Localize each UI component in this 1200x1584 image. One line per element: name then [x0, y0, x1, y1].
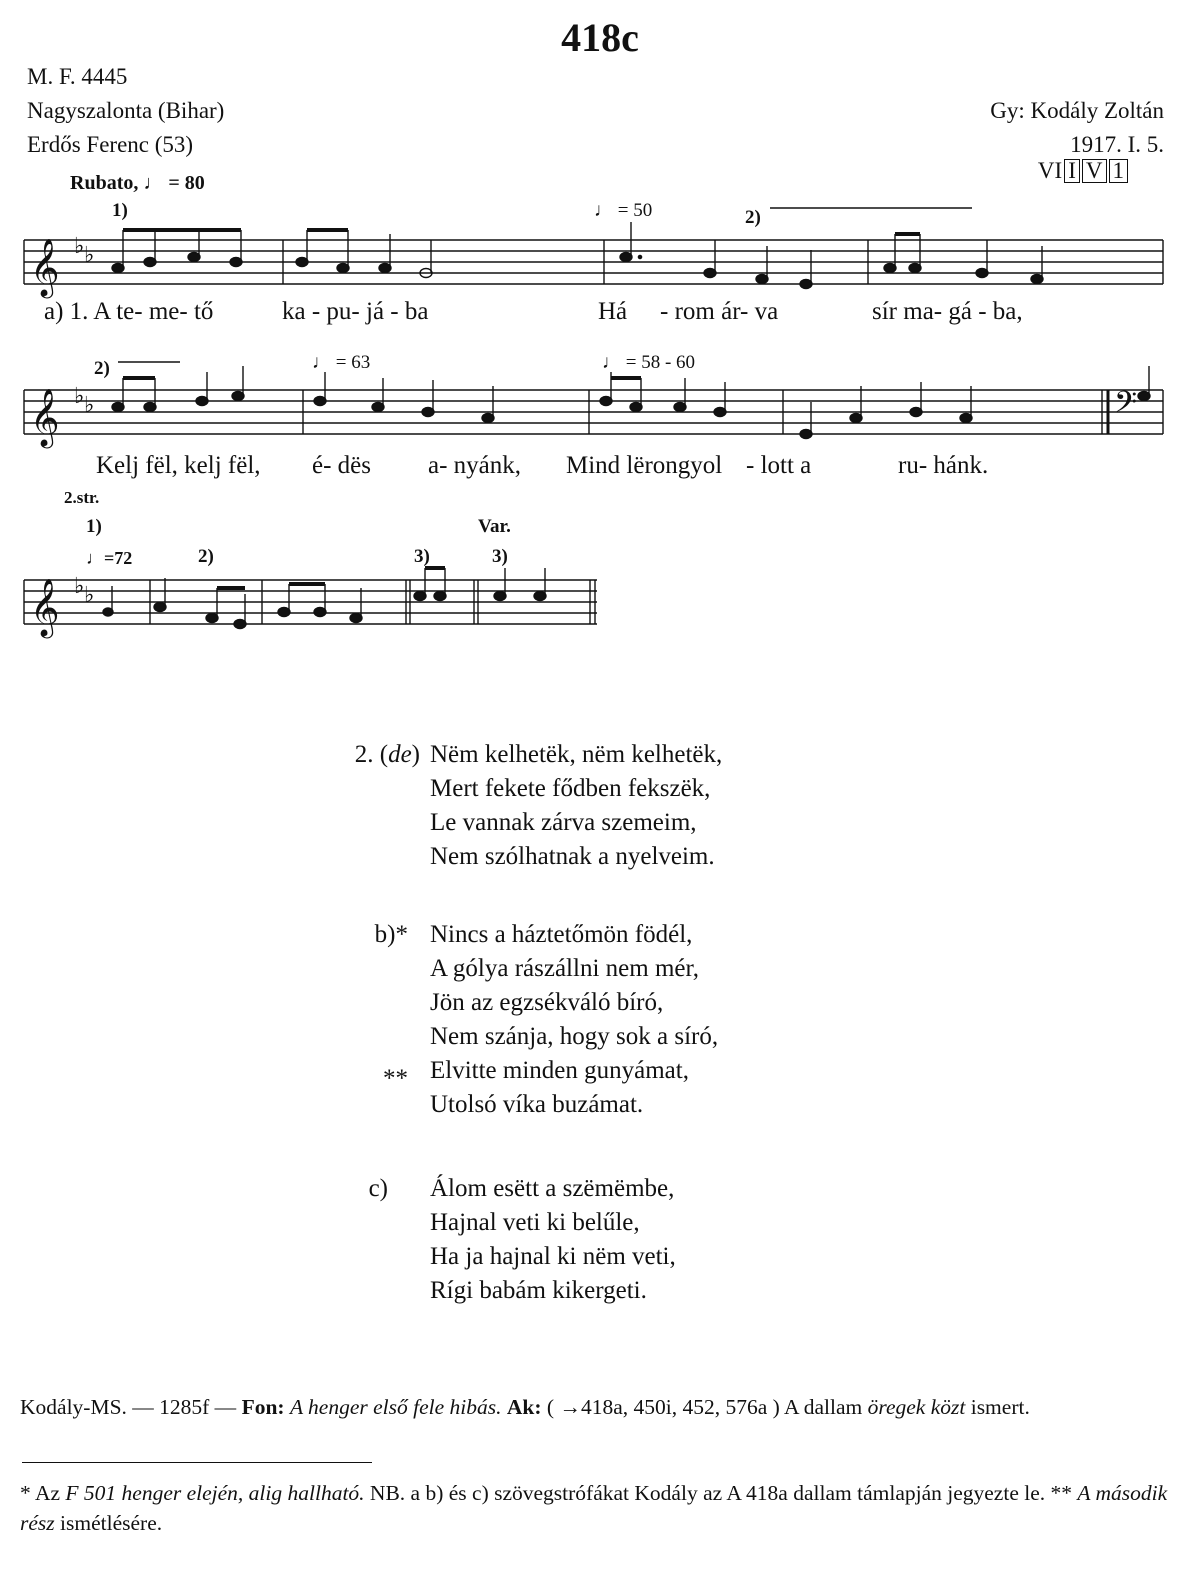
lyric-2-e: - lott a	[746, 452, 812, 479]
fn-star: * Az	[20, 1481, 61, 1505]
verse-b	[430, 918, 718, 1122]
staff-1	[24, 208, 1163, 284]
fon-text: A henger első fele hibás.	[289, 1395, 502, 1419]
flat-3a: ♭	[74, 574, 85, 599]
verse-c-line: Rígi babám kikergeti.	[430, 1277, 647, 1304]
verse-b-line: Nincs a háztetőmön födél,	[430, 921, 693, 948]
collector: Gy: Kodály Zoltán	[990, 98, 1164, 123]
tempo-58-60: ♩ = 58 - 60	[602, 352, 696, 373]
notes-staff-3	[103, 568, 546, 629]
verse-2-line: Nem szólhatnak a nyelveim.	[430, 843, 715, 870]
flat-2b: ♭	[84, 393, 95, 418]
verse-2-label-text: 2. (de)	[354, 741, 420, 768]
lyric-2-a: Kelj fël, kelj fël,	[96, 452, 261, 479]
verse-c-line: Hajnal veti ki belűle,	[430, 1209, 640, 1236]
verse-b-inner-label: **	[383, 1065, 408, 1092]
lyric-1-d: - rom ár- va	[660, 298, 779, 325]
footnote-mark-2c: 2)	[198, 546, 214, 567]
collection-number: M. F. 4445	[27, 64, 128, 89]
lyric-2-d: Mind lërongyol	[566, 452, 723, 479]
notes-staff-1	[112, 222, 1043, 289]
dallam-italic: öregek közt	[867, 1395, 966, 1419]
verse-b-line: Jön az egzsékváló bíró,	[430, 989, 664, 1016]
verse-b-line: Utolsó víka buzámat.	[430, 1091, 644, 1118]
verse-b-label: b)*	[374, 921, 408, 948]
source-note	[20, 1393, 1170, 1422]
ak-text: ( →418a, 450i, 452, 576a )	[546, 1395, 780, 1419]
stanza-2-label: 2.str.	[64, 488, 100, 507]
verse-2-line: Nëm kelhetëk, nëm kelhetëk,	[430, 741, 723, 768]
treble-clef-1: 𝄞	[30, 238, 60, 296]
treble-clef-3: 𝄞	[30, 578, 60, 636]
footnote	[20, 1478, 1170, 1538]
fn-italic-2: A második rész	[20, 1481, 1168, 1535]
verse-2	[430, 738, 722, 874]
code-box-3: 1	[1109, 159, 1129, 183]
ak-label: Ak:	[506, 1395, 542, 1419]
performer: Erdős Ferenc (53)	[27, 132, 194, 157]
collection-place: Nagyszalonta (Bihar)	[27, 98, 225, 123]
fn-mid: NB. a b) és c) szövegstrófákat Kodály az A 418a dallam támlapján jegyezte le.	[369, 1481, 1046, 1505]
lyric-1-a: a) 1. A te- me- tő	[44, 298, 214, 325]
fn-italic-1: F 501 henger elején, alig hallható.	[65, 1481, 365, 1505]
flat-1b: ♭	[84, 243, 95, 268]
footnote-mark-3b: 3)	[492, 546, 508, 567]
notes-staff-2	[112, 366, 1150, 439]
verse-b-line: Nem szánja, hogy sok a síró,	[430, 1023, 719, 1050]
tempo-main: Rubato, ♩ = 80	[70, 172, 205, 194]
footnote-mark-1: 1)	[112, 200, 128, 221]
verse-c-line: Álom esëtt a szëmëmbe,	[430, 1175, 675, 1202]
verse-2-label	[300, 738, 420, 772]
lyric-1-b: ka - pu- já - ba	[282, 298, 429, 325]
flat-1a: ♭	[74, 234, 85, 259]
tempo-63: ♩ = 63	[312, 352, 371, 373]
lyric-2-b: é- dës	[312, 452, 371, 479]
fn-star2: **	[1050, 1481, 1073, 1505]
footnote-mark-2b: 2)	[94, 358, 110, 379]
flat-3b: ♭	[84, 583, 95, 608]
code-prefix: VI	[1037, 158, 1063, 183]
tempo-50: ♩ = 50	[594, 200, 653, 221]
verse-b-line: A gólya rászállni nem mér,	[430, 955, 700, 982]
staff-3	[24, 580, 597, 624]
fn-end: ismétlésére.	[60, 1511, 163, 1535]
collection-date: 1917. I. 5.	[1070, 132, 1164, 157]
verse-c	[430, 1172, 676, 1308]
flat-2a: ♭	[74, 384, 85, 409]
music-notation	[0, 0, 1200, 700]
variant-label: Var.	[478, 516, 511, 537]
lyric-2-f: ru- hánk.	[898, 452, 989, 479]
verse-2-line: Mert fekete fődben fekszëk,	[430, 775, 711, 802]
footnote-mark-2a: 2)	[745, 207, 761, 228]
verse-c-line: Ha ja hajnal ki nëm veti,	[430, 1243, 676, 1270]
footnote-mark-3a: 3)	[414, 546, 430, 567]
dallam-post: ismert.	[970, 1395, 1030, 1419]
lyric-1-c: Há	[598, 298, 628, 325]
tempo-72: ♩=72	[86, 548, 133, 568]
lyric-2-c: a- nyánk,	[428, 452, 522, 479]
source-ms: Kodály-MS. — 1285f —	[20, 1395, 237, 1419]
verse-c-label: c)	[368, 1175, 388, 1202]
footnote-mark-1b: 1)	[86, 516, 102, 537]
page-title: 418c	[561, 15, 639, 60]
code-box-1: I	[1064, 159, 1080, 183]
verse-b-line: Elvitte minden gunyámat,	[430, 1057, 689, 1084]
verse-2-line: Le vannak zárva szemeim,	[430, 809, 697, 836]
fon-label: Fon:	[241, 1395, 285, 1419]
dallam-pre: A dallam	[784, 1395, 863, 1419]
lyric-1-e: sír ma- gá - ba,	[872, 298, 1023, 325]
staff-2	[24, 362, 1163, 434]
code-box-2: V	[1082, 159, 1107, 183]
bass-clef: 𝄢	[1114, 386, 1138, 427]
treble-clef-2: 𝄞	[30, 388, 60, 446]
footnote-rule	[22, 1462, 372, 1463]
